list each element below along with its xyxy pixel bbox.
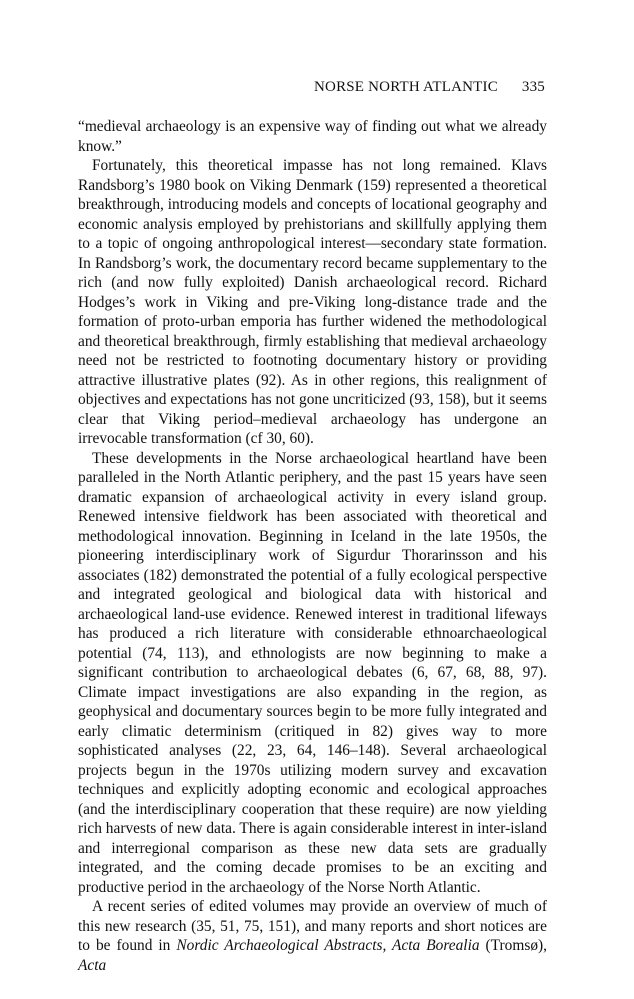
- text-segment: A recent series of edited volumes may provide an overview of much of this new research (35, 51, 75, 151), and many reports and short notices are to be found in: [78, 898, 547, 954]
- text-segment: Fortunately, this theoretical impasse has not long remained. Klavs Randsborg’s 1980 book on Viking Denmark (159) represented a theoretical breakthrough, introducing models and concepts of locational geography and economic analysis employed by prehistorians and skillfully applying them to a topic of ongoing anthropological interest—secondary state formation. In Randsborg’s work, the documentary record became supplementary to the rich (and now fully exploited) Danish archaeological record. Richard Hodges’s work in Viking and pre-Viking long-distance trade and the formation of proto-urban emporia has further widened the methodological and theoretical breakthrough, firmly establishing that medieval archaeology need not be restricted to footnoting documentary history or providing attractive illustrative plates (92). As in other regions, this realignment of objectives and expectations has not gone uncriticized (93, 158), but it seems clear that Viking period–medieval archaeology has undergone an irrevocable transformation (cf 30, 60).: [78, 157, 547, 447]
- paragraph: [78, 156, 547, 449]
- body-text: [78, 117, 547, 975]
- paragraph: [78, 117, 547, 156]
- paragraph: [78, 449, 547, 898]
- text-segment: “medieval archaeology is an expensive way of finding out what we already know.”: [78, 118, 547, 155]
- running-title: NORSE NORTH ATLANTIC: [314, 79, 498, 95]
- text-segment: (Tromsø),: [479, 937, 547, 954]
- page-number: 335: [521, 79, 545, 95]
- running-header: [314, 79, 545, 96]
- text-segment: These developments in the Norse archaeological heartland have been paralleled in the North Atlantic periphery, and the past 15 years have seen dramatic expansion of archaeological activity in every island group. Renewed intensive fieldwork has been associated with theoretical and methodological innovation. Beginning in Iceland in the late 1950s, the pioneering interdisciplinary work of Sigurdur Thorarinsson and his associates (182) demonstrated the potential of a fully ecological perspective and integrated geological and biological data with historical and archaeological land-use evidence. Renewed interest in traditional lifeways has produced a rich literature with considerable ethnoarchaeological potential (74, 113), and ethnologists are now beginning to make a significant contribution to archaeological debates (6, 67, 68, 88, 97). Climate impact investigations are also expanding in the region, as geophysical and documentary sources begin to be more fully integrated and early climatic determinism (critiqued in 82) gives way to more sophisticated analyses (22, 23, 64, 146–148). Several archaeological projects begun in the 1970s utilizing modern survey and excavation techniques and explicitly adopting economic and ecological approaches (and the interdisciplinary cooperation that these require) are now yielding rich harvests of new data. There is again considerable interest in inter-island and interregional comparison as these new data sets are gradually integrated, and the coming decade promises to be an exciting and productive period in the archaeology of the Norse North Atlantic.: [78, 449, 547, 896]
- italic-text: Nordic Archaeological Abstracts, Acta Borealia: [176, 937, 480, 954]
- italic-text: Acta: [78, 956, 107, 974]
- paragraph: [78, 897, 547, 975]
